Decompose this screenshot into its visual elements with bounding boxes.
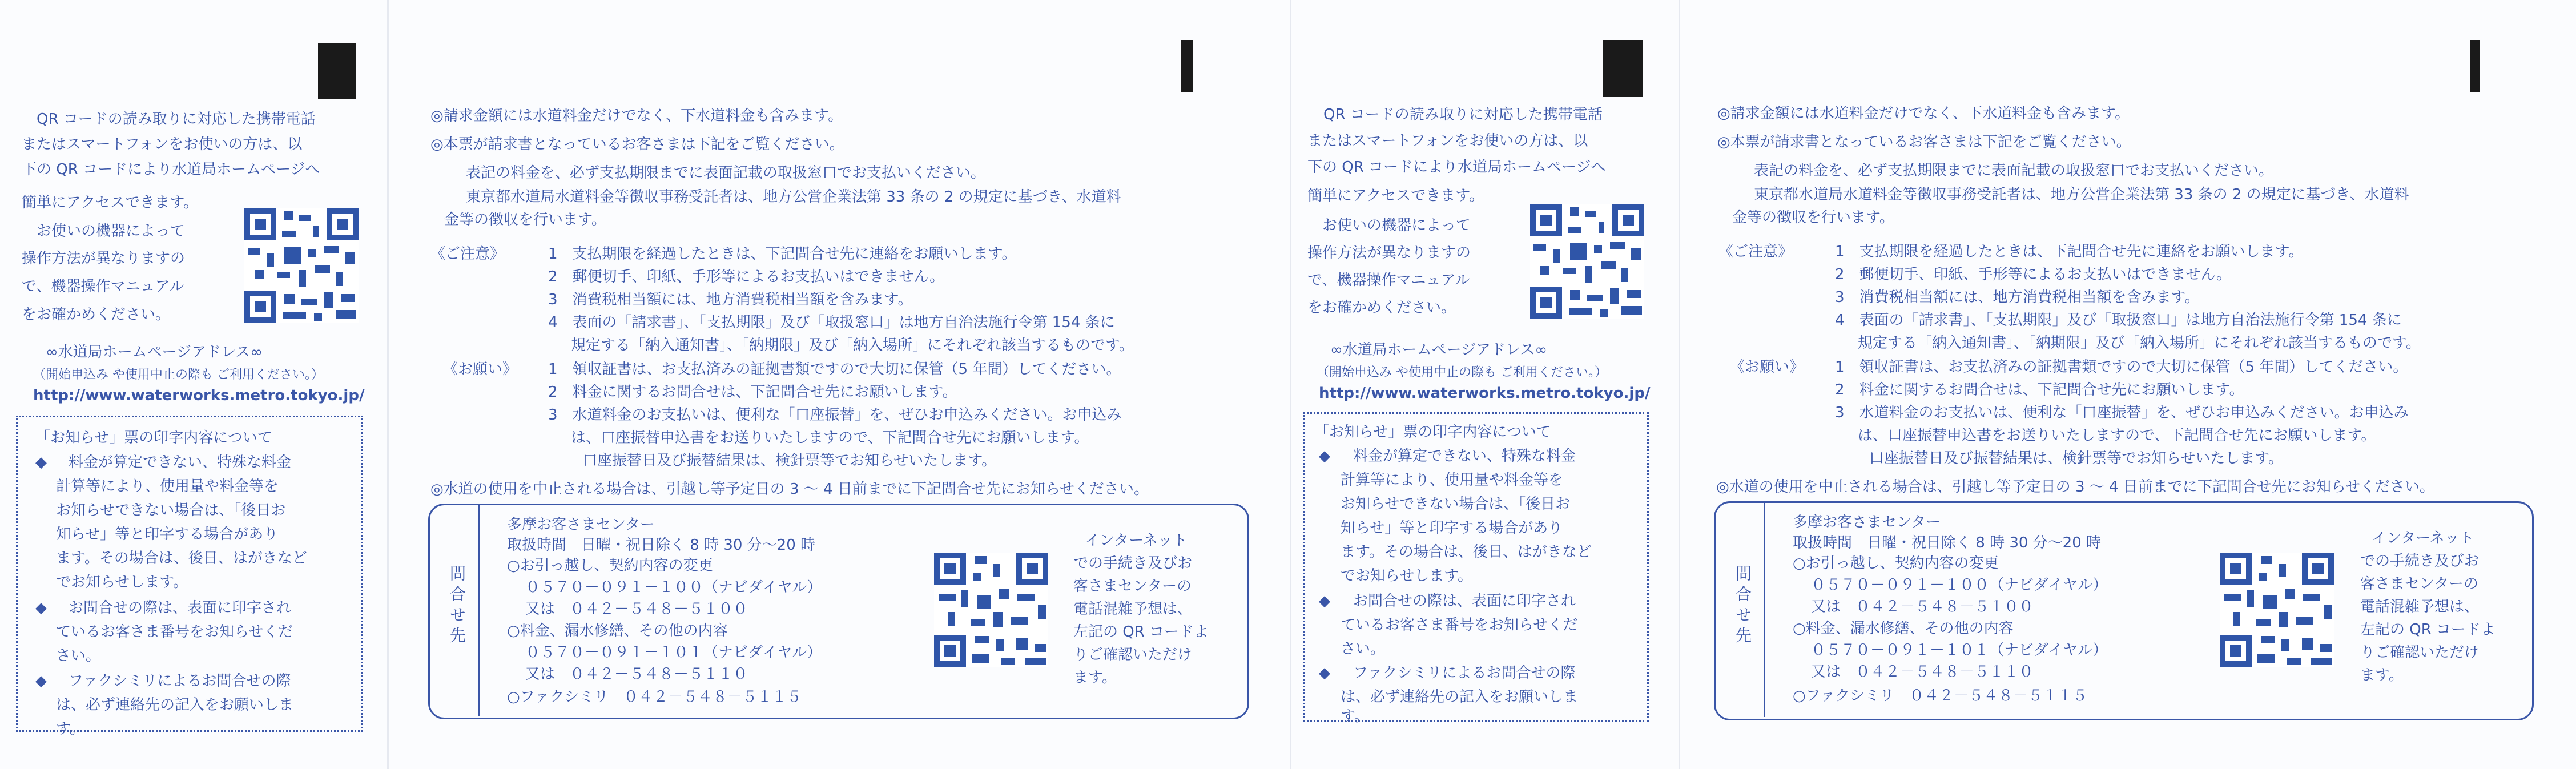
device-line: で、機器操作マニュアル xyxy=(22,278,184,295)
internet-text: ます。 xyxy=(2360,667,2404,684)
phone-number[interactable]: ０５７０－０９１－１０１（ナビダイヤル） xyxy=(1811,642,2108,659)
bullet-icon: ◆ xyxy=(35,599,47,617)
device-line: で、機器操作マニュアル xyxy=(1307,272,1470,289)
notice-text: でお知らせします。 xyxy=(1341,567,1473,585)
request-label: 《お願い》 xyxy=(1730,359,1805,376)
caution-label: 《ご注意》 xyxy=(430,245,505,263)
notice-text: お知らせできない場合は、「後日お xyxy=(56,502,286,519)
bullet-icon: ◆ xyxy=(35,454,47,471)
bullet-icon: ◆ xyxy=(35,673,47,690)
contact-label: 問合せ先 xyxy=(448,565,466,647)
homepage-url-link[interactable]: http://www.waterworks.metro.tokyo.jp/ xyxy=(33,387,365,404)
fax-number: ○ファクシミリ ０４２－５４８－５１１５ xyxy=(507,689,802,706)
contact-divider xyxy=(1764,502,1765,717)
homepage-address-title: ∞水道局ホームページアドレス∞ xyxy=(1330,341,1548,359)
internet-text: インターネット xyxy=(1085,532,1188,549)
intro-line: またはスマートフォンをお使いの方は、以 xyxy=(1307,132,1588,150)
request-item: 3 水道料金のお支払いは、便利な「口座振替」を、ぜひお申込みください。お申込み xyxy=(1835,404,2409,421)
qr-code[interactable] xyxy=(1530,204,1644,319)
registration-mark xyxy=(1603,40,1643,97)
phone-number[interactable]: 又は ０４２－５４８－５１００ xyxy=(525,601,748,618)
notice-text: ファクシミリによるお問合せの際 xyxy=(1353,665,1576,682)
notice-paragraph: ◎本票が請求書となっているお客さまは下記をご覧ください。 xyxy=(1717,134,2131,151)
notice-text: ます。その場合は、後日、はがきなど xyxy=(56,550,307,567)
internet-text: インターネット xyxy=(2372,530,2474,547)
fax-number: ○ファクシミリ ０４２－５４８－５１１５ xyxy=(1793,687,2088,704)
qr-code[interactable] xyxy=(934,553,1048,667)
internet-text: 客さまセンターの xyxy=(1073,578,1192,595)
request-label: 《お願い》 xyxy=(443,361,518,378)
phone-number[interactable]: 又は ０４２－５４８－５１００ xyxy=(1811,598,2034,615)
notice-text: 知らせ」等と印字する場合があり xyxy=(56,526,279,543)
intro-line: 下の QR コードにより水道局ホームページへ xyxy=(1307,159,1606,176)
phone-number[interactable]: 又は ０４２－５４８－５１１０ xyxy=(525,666,748,683)
internet-text: りご確認いただけ xyxy=(2360,644,2480,661)
notice-text: す。 xyxy=(56,720,84,738)
notice-text: ます。その場合は、後日、はがきなど xyxy=(1341,543,1592,561)
contact-item: ○料金、漏水修繕、その他の内容 xyxy=(1793,620,2014,637)
internet-text: 電話混雑予想は、 xyxy=(2360,598,2480,615)
caution-item: 3 消費税相当額には、地方消費税相当額を含みます。 xyxy=(548,291,913,308)
device-line: 操作方法が異なりますの xyxy=(1307,244,1471,261)
internet-text: りご確認いただけ xyxy=(1073,646,1193,663)
homepage-address-note: （開始申込み や使用中止の際も ご利用ください。） xyxy=(33,368,324,382)
notice-text: 計算等により、使用量や料金等を xyxy=(1341,472,1564,489)
center-name: 多摩お客さまセンター xyxy=(1793,514,1941,531)
bullet-icon: ◆ xyxy=(1319,593,1330,610)
bullet-icon: ◆ xyxy=(1319,665,1330,682)
caution-item: 規定する「納入通知書」、「納期限」及び「納入場所」にそれぞれ該当するものです。 xyxy=(571,337,1134,354)
notice-text: す。 xyxy=(1341,708,1369,725)
intro-line: QR コードの読み取りに対応した携帯電話 xyxy=(37,111,316,128)
fold-line xyxy=(1679,0,1680,769)
device-line: をお確かめください。 xyxy=(22,306,171,323)
phone-number[interactable]: ０５７０－０９１－１００（ナビダイヤル） xyxy=(1811,577,2108,594)
caution-item: 1 支払期限を経過したときは、下記問合せ先に連絡をお願いします。 xyxy=(1835,243,2304,260)
hours: 取扱時間 日曜・祝日除く 8 時 30 分～20 時 xyxy=(507,537,816,554)
notice-text: 計算等により、使用量や料金等を xyxy=(56,478,279,495)
notice-text: さい。 xyxy=(1341,641,1386,658)
intro-line: 簡単にアクセスできます。 xyxy=(22,194,199,211)
internet-text: 左記の QR コードよ xyxy=(1073,623,1209,641)
notice-text: さい。 xyxy=(56,647,101,665)
bullet-icon: ◆ xyxy=(1319,448,1330,465)
fold-line xyxy=(1290,0,1291,769)
notice-text: ファクシミリによるお問合せの際 xyxy=(69,673,291,690)
request-item: は、口座振替申込書をお送りいたしますので、下記問合せ先にお願いします。 xyxy=(571,429,1089,446)
notice-text: お知らせできない場合は、「後日お xyxy=(1341,496,1571,513)
internet-text: での手続き及びお xyxy=(2360,553,2480,570)
notice-text: 知らせ」等と印字する場合があり xyxy=(1341,520,1563,537)
homepage-address-note: （開始申込み や使用中止の際も ご利用ください。） xyxy=(1317,365,1607,380)
fold-line xyxy=(387,0,389,769)
hours: 取扱時間 日曜・祝日除く 8 時 30 分～20 時 xyxy=(1793,534,2102,551)
center-name: 多摩お客さまセンター xyxy=(507,516,655,533)
caution-label: 《ご注意》 xyxy=(1718,243,1793,260)
phone-number[interactable]: ０５７０－０９１－１０１（ナビダイヤル） xyxy=(525,644,822,661)
intro-line: 下の QR コードにより水道局ホームページへ xyxy=(22,161,320,178)
caution-item: 3 消費税相当額には、地方消費税相当額を含みます。 xyxy=(1835,289,2200,306)
contact-item: ○お引っ越し、契約内容の変更 xyxy=(1793,555,1999,572)
registration-mark xyxy=(2470,40,2480,92)
request-item: は、口座振替申込書をお送りいたしますので、下記問合せ先にお願いします。 xyxy=(1858,427,2376,444)
notice-paragraph: 表記の料金を、必ず支払期限までに表面記載の取扱窓口でお支払いください。 xyxy=(1754,162,2274,179)
caution-item: 2 郵便切手、印紙、手形等によるお支払いはできません。 xyxy=(1835,266,2232,283)
registration-mark xyxy=(318,43,356,99)
intro-line: QR コードの読み取りに対応した携帯電話 xyxy=(1323,106,1603,123)
notice-paragraph: ◎水道の使用を中止される場合は、引越し等予定日の 3 ～ 4 日前までに下記問合せ先にお知らせください。 xyxy=(430,481,1149,498)
homepage-url-link[interactable]: http://www.waterworks.metro.tokyo.jp/ xyxy=(1319,385,1651,402)
caution-item: 規定する「納入通知書」、「納期限」及び「納入場所」にそれぞれ該当するものです。 xyxy=(1858,335,2421,352)
internet-text: での手続き及びお xyxy=(1073,555,1193,572)
notice-paragraph: ◎請求金額には水道料金だけでなく、下水道料金も含みます。 xyxy=(1717,105,2130,122)
contact-item: ○お引っ越し、契約内容の変更 xyxy=(507,557,713,574)
caution-item: 1 支払期限を経過したときは、下記問合せ先に連絡をお願いします。 xyxy=(548,245,1017,263)
notice-text: は、必ず連絡先の記入をお願いしま xyxy=(56,696,294,714)
qr-code[interactable] xyxy=(2220,553,2334,667)
notice-title: 「お知らせ」票の印字内容について xyxy=(35,429,272,446)
notice-text: ているお客さま番号をお知らせくだ xyxy=(56,623,293,641)
notice-text: 料金が算定できない、特殊な料金 xyxy=(1353,448,1576,465)
notice-text: でお知らせします。 xyxy=(56,574,188,591)
qr-code[interactable] xyxy=(244,208,359,323)
notice-paragraph: 東京都水道局水道料金等徴収事務受託者は、地方公営企業法第 33 条の 2 の規定に基づき、水道料 xyxy=(466,188,1121,206)
request-item: 1 領収証書は、お支払済みの証拠書類ですので大切に保管（5 年間）してください。 xyxy=(548,361,1121,378)
internet-text: 電話混雑予想は、 xyxy=(1073,601,1193,618)
phone-number[interactable]: ０５７０－０９１－１００（ナビダイヤル） xyxy=(525,579,822,596)
notice-paragraph: ◎水道の使用を中止される場合は、引越し等予定日の 3 ～ 4 日前までに下記問合せ先にお知らせください。 xyxy=(1716,478,2435,496)
notice-text: お問合せの際は、表面に印字され xyxy=(69,599,292,617)
internet-text: 左記の QR コードよ xyxy=(2360,621,2496,638)
contact-divider xyxy=(478,505,480,716)
notice-paragraph: ◎請求金額には水道料金だけでなく、下水道料金も含みます。 xyxy=(430,107,843,124)
device-line: をお確かめください。 xyxy=(1307,299,1456,316)
request-item: 2 料金に関するお問合せは、下記問合せ先にお願いします。 xyxy=(1835,381,2244,398)
notice-paragraph: 金等の徴収を行います。 xyxy=(444,211,606,228)
registration-mark xyxy=(1181,40,1193,92)
caution-item: 4 表面の「請求書」、「支払期限」及び「取扱窓口」は地方自治法施行令第 154 条に xyxy=(548,314,1115,331)
caution-item: 2 郵便切手、印紙、手形等によるお支払いはできません。 xyxy=(548,268,945,285)
notice-title: 「お知らせ」票の印字内容について xyxy=(1314,424,1551,441)
contact-item: ○料金、漏水修繕、その他の内容 xyxy=(507,622,728,639)
intro-line: 簡単にアクセスできます。 xyxy=(1307,187,1484,204)
intro-line: またはスマートフォンをお使いの方は、以 xyxy=(22,136,303,153)
notice-text: お問合せの際は、表面に印字され xyxy=(1353,593,1576,610)
request-item: 口座振替日及び振替結果は、検針票等でお知らせいたします。 xyxy=(1869,450,2284,467)
notice-text: ているお客さま番号をお知らせくだ xyxy=(1341,617,1578,634)
request-item: 1 領収証書は、お支払済みの証拠書類ですので大切に保管（5 年間）してください。 xyxy=(1835,359,2408,376)
homepage-address-title: ∞水道局ホームページアドレス∞ xyxy=(46,344,263,361)
internet-text: ます。 xyxy=(1073,669,1117,686)
request-item: 口座振替日及び振替結果は、検針票等でお知らせいたします。 xyxy=(582,452,997,469)
notice-paragraph: 東京都水道局水道料金等徴収事務受託者は、地方公営企業法第 33 条の 2 の規定に基づき、水道料 xyxy=(1754,186,2409,203)
notice-text: は、必ず連絡先の記入をお願いしま xyxy=(1341,689,1579,706)
notice-paragraph: 金等の徴収を行います。 xyxy=(1732,209,1894,226)
contact-label: 問合せ先 xyxy=(1733,565,1752,647)
device-line: お使いの機器によって xyxy=(37,223,186,240)
notice-text: 料金が算定できない、特殊な料金 xyxy=(69,454,292,471)
notice-paragraph: ◎本票が請求書となっているお客さまは下記をご覧ください。 xyxy=(430,136,844,153)
request-item: 2 料金に関するお問合せは、下記問合せ先にお願いします。 xyxy=(548,384,957,401)
phone-number[interactable]: 又は ０４２－５４８－５１１０ xyxy=(1811,663,2034,681)
caution-item: 4 表面の「請求書」、「支払期限」及び「取扱窓口」は地方自治法施行令第 154 条に xyxy=(1835,312,2402,329)
device-line: お使いの機器によって xyxy=(1322,217,1471,234)
internet-text: 客さまセンターの xyxy=(2360,575,2478,593)
notice-paragraph: 表記の料金を、必ず支払期限までに表面記載の取扱窓口でお支払いください。 xyxy=(466,164,986,182)
request-item: 3 水道料金のお支払いは、便利な「口座振替」を、ぜひお申込みください。お申込み xyxy=(548,406,1122,424)
device-line: 操作方法が異なりますの xyxy=(22,250,186,267)
